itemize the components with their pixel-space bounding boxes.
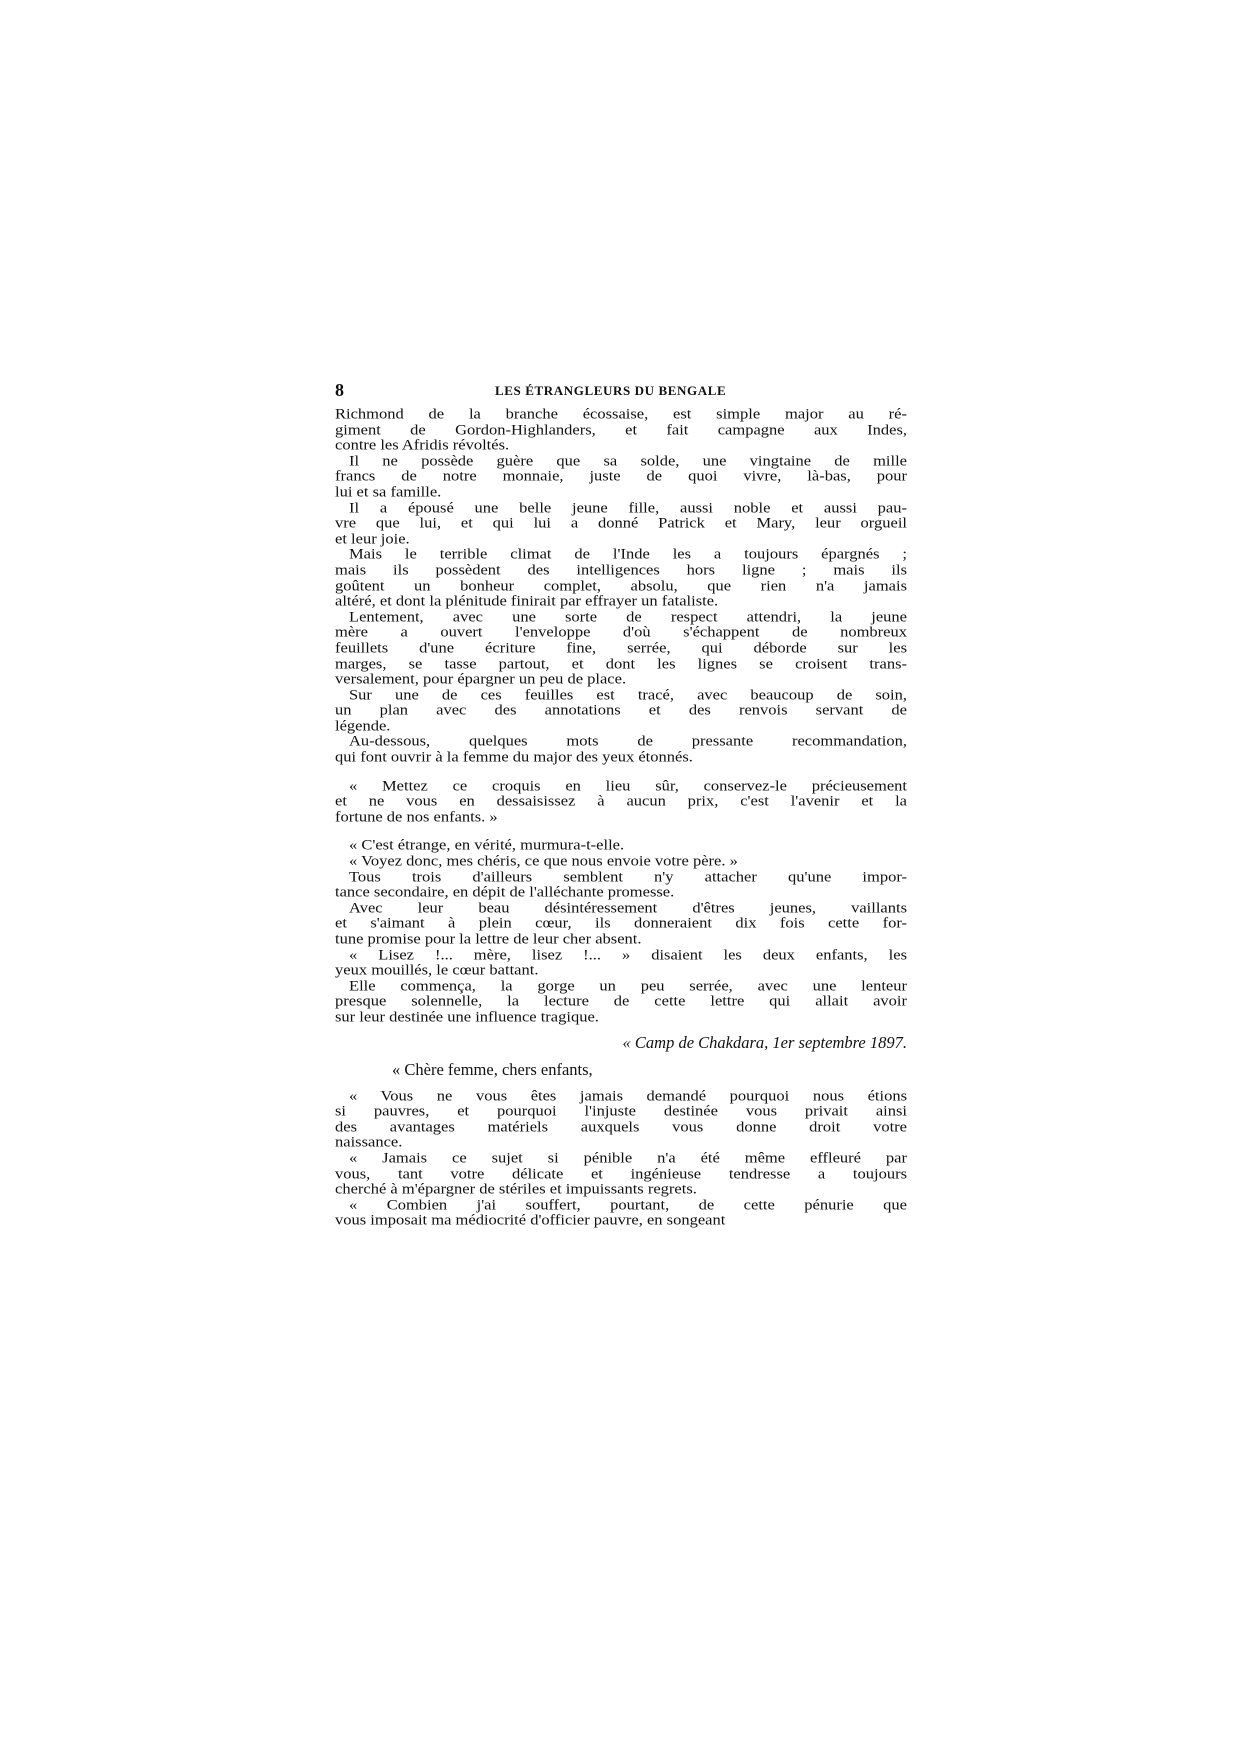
paragraph	[335, 947, 907, 978]
paragraph	[335, 687, 907, 734]
text-line: mais ils possèdent des intelligences hors ligne ; mais ils	[335, 560, 907, 579]
text-line: Lentement, avec une sorte de respect attendri, la jeune	[349, 607, 907, 625]
letter-salutation: « Chère femme, chers enfants,	[392, 1059, 593, 1079]
text-line: lui et sa famille.	[335, 482, 442, 501]
page-header	[335, 380, 907, 402]
text-line: « Mettez ce croquis en lieu sûr, conservez-le précieusement	[349, 776, 907, 794]
text-line: vous, tant votre délicate et ingénieuse tendresse a toujours	[335, 1164, 907, 1182]
text-line: marges, se tasse partout, et dont les lignes se croisent trans-	[335, 654, 907, 672]
paragraph	[335, 869, 907, 900]
paragraph	[335, 978, 907, 1025]
text-line: « C'est étrange, en vérité, murmura-t-elle.	[349, 836, 625, 854]
paragraph	[335, 1150, 907, 1197]
letter-text	[335, 1088, 907, 1228]
text-line: vous imposait ma médiocrité d'officier pauvre, en songeant	[335, 1211, 726, 1229]
paragraph	[335, 500, 907, 547]
text-line: tune promise pour la lettre de leur cher absent.	[335, 929, 642, 948]
paragraph	[335, 453, 907, 500]
paragraph	[335, 406, 907, 453]
book-page	[335, 380, 907, 1228]
paragraph	[335, 546, 907, 608]
text-line: et ne vous en dessaisissez à aucun prix, c'est l'avenir et la	[335, 792, 907, 810]
text-line: « Lisez !... mère, lisez !... » disaient les deux enfants, les	[349, 945, 907, 963]
paragraph	[335, 900, 907, 947]
text-line: Il a épousé une belle jeune fille, aussi noble et aussi pau-	[349, 498, 907, 516]
text-line: giment de Gordon-Highlanders, et fait campagne aux Indes,	[335, 420, 907, 438]
text-line: légende.	[335, 716, 391, 735]
text-line: Richmond de la branche écossaise, est simple major au ré-	[335, 404, 907, 423]
text-line: et leur joie.	[335, 529, 410, 548]
text-line: contre les Afridis révoltés.	[335, 435, 510, 454]
text-line: altéré, et dont la plénitude finirait par effrayer un fataliste.	[335, 591, 719, 610]
text-line: Tous trois d'ailleurs semblent n'y attacher qu'une impor-	[349, 867, 907, 885]
running-title: LES ÉTRANGLEURS DU BENGALE	[495, 383, 727, 398]
text-line: Mais le terrible climat de l'Inde les a toujours épargnés ;	[349, 545, 907, 563]
text-line: fortune de nos enfants. »	[335, 807, 498, 826]
text-line: et s'aimant à plein cœur, ils donneraient dix fois cette for-	[335, 914, 907, 932]
paragraph	[335, 1197, 907, 1228]
text-line: « Vous ne vous êtes jamais demandé pourquoi nous étions	[349, 1086, 907, 1104]
text-line: qui font ouvrir à la femme du major des yeux étonnés.	[335, 747, 693, 766]
text-line: versalement, pour épargner un peu de place.	[335, 669, 627, 688]
text-line: naissance.	[335, 1133, 403, 1151]
text-line: vre que lui, et qui lui a donné Patrick et Mary, leur orgueil	[335, 513, 907, 532]
text-line: Elle commença, la gorge un peu serrée, avec une lenteur	[349, 976, 907, 995]
text-line: cherché à m'épargner de stériles et impuissants regrets.	[335, 1179, 697, 1198]
text-line: Il ne possède guère que sa solde, une vingtaine de mille	[349, 451, 907, 470]
text-line: « Combien j'ai souffert, pourtant, de cette pénurie que	[349, 1195, 907, 1213]
text-line: des avantages matériels auxquels vous donne droit votre	[335, 1117, 907, 1136]
text-line: francs de notre monnaie, juste de quoi vivre, là-bas, pour	[335, 467, 907, 485]
paragraph	[335, 609, 907, 687]
paragraph	[335, 778, 907, 825]
text-line: presque solennelle, la lecture de cette lettre qui allait avoir	[335, 992, 907, 1010]
text-line: sur leur destinée une influence tragique.	[335, 1007, 599, 1026]
page-number: 8	[335, 380, 344, 400]
letter-dateline: « Camp de Chakdara, 1er septembre 1897.	[622, 1032, 907, 1052]
text-line: feuillets d'une écriture fine, serrée, qui déborde sur les	[335, 638, 907, 657]
text-line: Sur une de ces feuilles est tracé, avec beaucoup de soin,	[349, 685, 907, 703]
text-line: « Voyez donc, mes chéris, ce que nous envoie votre père. »	[349, 851, 738, 870]
text-line: un plan avec des annotations et des renvois servant de	[335, 701, 907, 719]
text-line: mère a ouvert l'enveloppe d'où s'échappent de nombreux	[335, 623, 907, 641]
text-line: si pauvres, et pourquoi l'injuste destinée vous privait ainsi	[335, 1101, 907, 1120]
paragraph	[335, 837, 907, 853]
text-line: yeux mouillés, le cœur battant.	[335, 960, 539, 979]
paragraph	[335, 853, 907, 869]
text-line: goûtent un bonheur complet, absolu, que rien n'a jamais	[335, 576, 907, 594]
text-line: Avec leur beau désintéressement d'êtres jeunes, vaillants	[349, 898, 907, 917]
text-line: tance secondaire, en dépit de l'alléchante promesse.	[335, 883, 675, 901]
paragraph	[335, 733, 907, 764]
text-line: Au-dessous, quelques mots de pressante recommandation,	[349, 732, 907, 750]
paragraph	[335, 1088, 907, 1150]
body-text	[335, 406, 907, 1025]
text-line: « Jamais ce sujet si pénible n'a été même effleuré par	[349, 1148, 907, 1167]
